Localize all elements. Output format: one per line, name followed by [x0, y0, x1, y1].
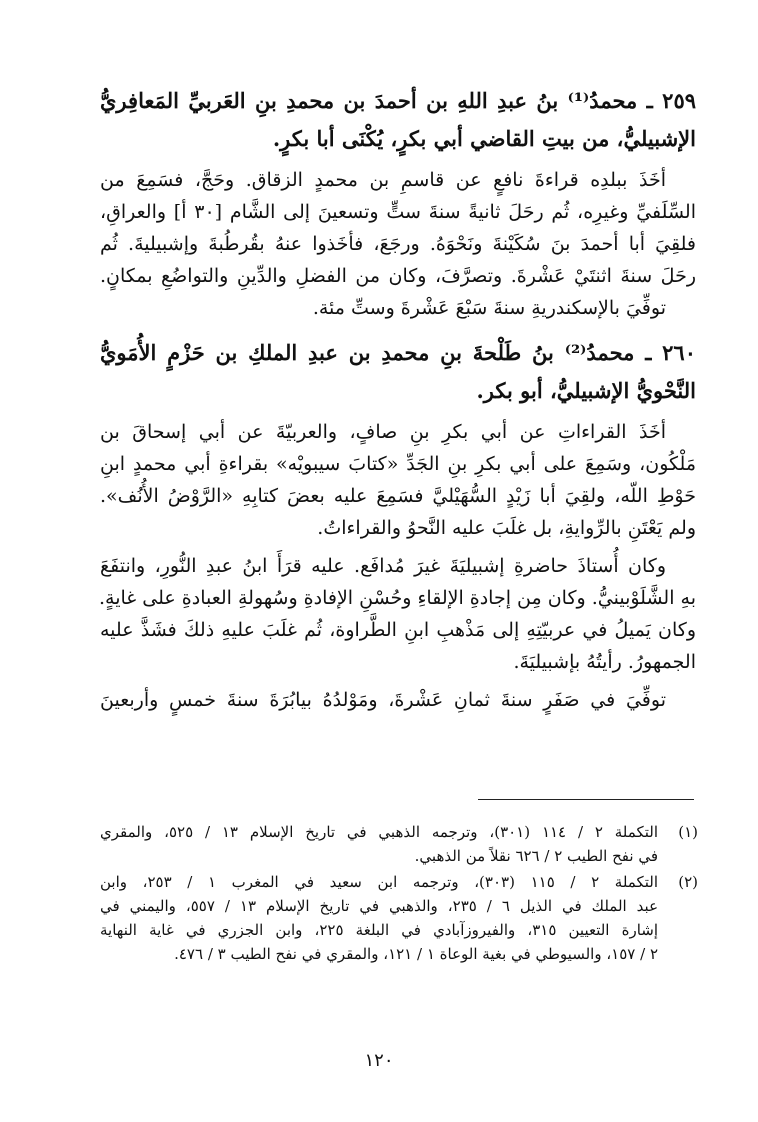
footnote-line: التكملة ٢ / ١١٥ (٣٠٣)، وترجمه ابن سعيد في المغرب ١ / ٢٥٣، وابن [100, 873, 659, 891]
footnotes [100, 820, 698, 968]
footnote-line: عبد الملك في الذيل ٦ / ٢٣٥، والذهبي في تاريخ الإسلام ١٣ / ٥٥٧، واليمني في [100, 897, 659, 915]
text-line: رحَلَ سنةَ اثنتَيْ عَشْرةَ. وتصرَّفَ، وكان من الفضلِ والدِّينِ والتواضُعِ بمكانٍ. [100, 265, 696, 287]
text-line: بهِ الشَّلَوْبينيُّ. وكان مِن إجادةِ الإلقاءِ وحُسْنِ الإفادةِ وسُهولةِ العبادةِ على غايةٍ. [99, 587, 696, 609]
footnote-line: في نفح الطيب ٢ / ٦٢٦ نقلاً من الذهبي. [414, 847, 658, 865]
footnote-number: (١) [678, 823, 698, 841]
biography-entry [100, 334, 696, 716]
page-number: ١٢٠ [364, 1050, 394, 1071]
biography-entry [100, 82, 696, 324]
text-line: أخَذَ ببلدِه قراءةَ نافعٍ عن قاسمِ بن محمدٍ الزقاق. وحَجَّ، فسَمِعَ من [100, 169, 666, 191]
text-line: السِّلَفيِّ وغيرِه، ثُم رحَلَ ثانيةً سنةَ ستٍّ وتسعينَ إلى الشَّام [٣٠ أ] والعراقِ، [100, 201, 696, 223]
text-line: وكان يَميلُ في عربيّتِهِ إلى مَذْهبِ ابنِ الطَّراوة، ثُم غلَبَ عليهِ ذلكَ فشَذَّ عليه [100, 619, 696, 641]
entry-heading-line: النَّحْويُّ الإشبيليُّ، أبو بكر. [476, 378, 696, 403]
text-line: أخَذَ القراءاتِ عن أبي بكرِ بنِ صافٍ، والعربيّةَ عن أبي إسحاقَ بن [100, 421, 666, 443]
footnote-separator [478, 799, 694, 800]
footnote-body [100, 820, 658, 868]
footnote [100, 820, 698, 868]
text-line: فلقِيَ أبا أحمدَ بنَ سُكَيْنةَ ونَحْوَهُ. ورجَعَ، فأخَذوا عنهُ بقُرطُبةَ وإشبيليةَ. ثُم [100, 233, 696, 255]
entry-heading-line: الإشبيليُّ، من بيتِ القاضي أبي بكرٍ، يُكْنَى أبا بكرٍ. [272, 126, 696, 151]
text-line: توفِّيَ في صَفَرٍ سنةَ ثمانِ عَشْرةَ، ومَوْلدُهُ بيابُرَةَ سنةَ خمسٍ وأربعينَ [100, 689, 666, 711]
main-text [100, 82, 696, 716]
footnote-line: التكملة ٢ / ١١٤ (٣٠١)، وترجمه الذهبي في تاريخ الإسلام ١٣ / ٥٢٥، والمقري [100, 823, 658, 841]
footnote [100, 870, 698, 966]
text-line: توفِّيَ بالإسكندريةِ سنةَ سَبْعَ عَشْرةَ وستِّ مئة. [312, 297, 666, 319]
footnote-number: (٢) [678, 873, 698, 891]
text-line: حَوْطِ اللّه، ولقِيَ أبا زَيْدٍ السُّهَيْليَّ فسَمِعَ عليه بعضَ كتابِهِ «الرَّوْضُ الأُنُف». [100, 485, 696, 507]
entry-heading-line: ٢٥٩ ـ محمدُ⁽¹⁾ بنُ عبدِ اللهِ بن أحمدَ بن محمدِ بنِ العَربيِّ المَعافِريُّ [100, 88, 697, 113]
text-line: الجمهورُ. رأيتُهُ بإشبيليَةَ. [513, 651, 696, 673]
entry-heading-line: ٢٦٠ ـ محمدُ⁽²⁾ بنُ طَلْحةَ بنِ محمدِ بن عبدِ الملكِ بن حَزْمٍ الأُمَويُّ [100, 340, 696, 365]
text-line: ولم يَعْتَنِ بالرِّوايةِ، بل غلَبَ عليه النَّحوُ والقراءاتُ. [317, 517, 696, 539]
footnote-body [100, 870, 658, 966]
text-line: مَلْكُون، وسَمِعَ على أبي بكرِ بنِ الجَدِّ «كتابَ سيبويْه» بقراءةِ أبي محمدٍ ابنِ [100, 453, 696, 475]
text-line: وكان أُستاذَ حاضرةِ إشبيليَةَ غيرَ مُدافَع. عليه قرَأَ ابنُ عبدِ النُّورِ، وانتفَعَ [100, 555, 666, 577]
footnote-line: إشارة التعيين ٣١٥، والفيروزآبادي في البلغة ٢٢٥، وابن الجزري في غاية النهاية [100, 921, 658, 939]
footnote-line: ٢ / ١٥٧، والسيوطي في بغية الوعاة ١ / ١٢١، والمقري في نفح الطيب ٣ / ٤٧٦. [174, 945, 658, 963]
